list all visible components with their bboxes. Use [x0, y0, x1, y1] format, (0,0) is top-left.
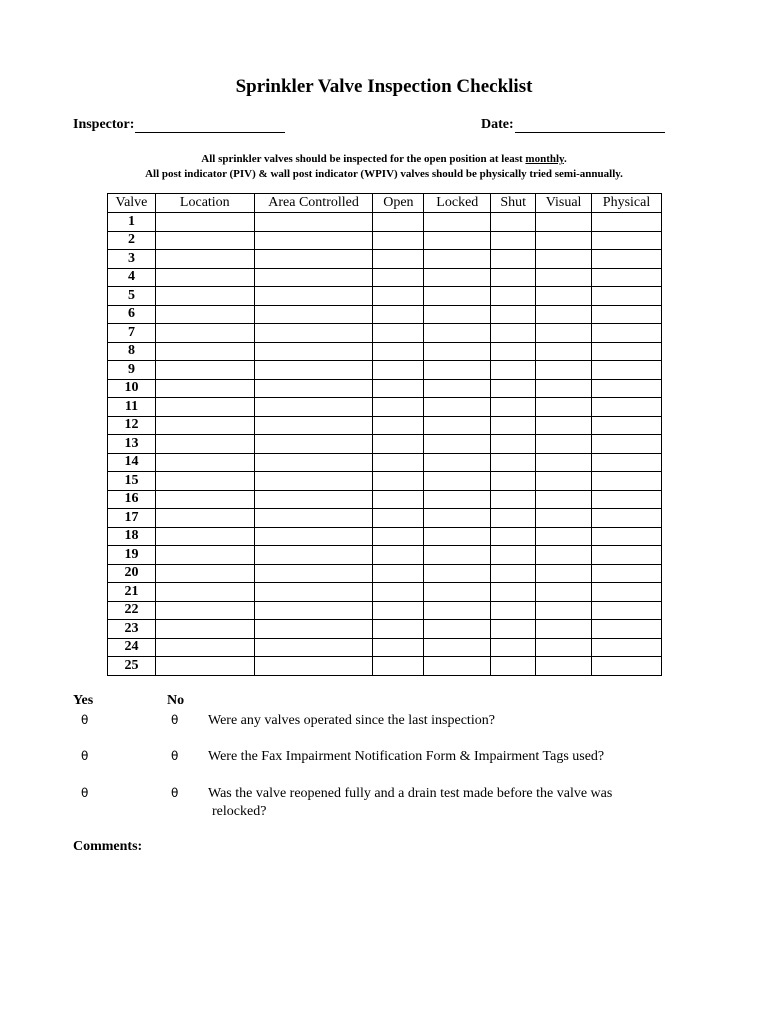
entry-cell[interactable]: [536, 453, 592, 472]
entry-cell[interactable]: [373, 583, 424, 602]
entry-cell[interactable]: [592, 527, 662, 546]
entry-cell[interactable]: [491, 416, 536, 435]
entry-cell[interactable]: [254, 361, 373, 380]
valve-number: 3: [108, 250, 156, 269]
entry-cell[interactable]: [592, 564, 662, 583]
entry-cell[interactable]: [491, 601, 536, 620]
entry-cell[interactable]: [373, 638, 424, 657]
table-row: [108, 231, 662, 250]
entry-cell[interactable]: [424, 546, 491, 565]
valve-number: 6: [108, 305, 156, 324]
entry-cell[interactable]: [254, 564, 373, 583]
entry-cell[interactable]: [536, 231, 592, 250]
entry-cell[interactable]: [155, 453, 254, 472]
table-row: [108, 453, 662, 472]
question-line: Were any valves operated since the last inspection?: [208, 713, 495, 728]
valve-number: 13: [108, 435, 156, 454]
question-line: Was the valve reopened fully and a drain test made before the valve was: [208, 786, 613, 801]
entry-cell[interactable]: [254, 379, 373, 398]
entry-cell[interactable]: [373, 509, 424, 528]
entry-cell[interactable]: [424, 361, 491, 380]
table-row: [108, 287, 662, 306]
table-row: [108, 546, 662, 565]
entry-cell[interactable]: [491, 342, 536, 361]
inspector-label: Inspector:: [73, 117, 135, 132]
entry-cell[interactable]: [424, 620, 491, 639]
entry-cell[interactable]: [491, 657, 536, 676]
entry-cell[interactable]: [491, 287, 536, 306]
entry-cell[interactable]: [424, 324, 491, 343]
table-row: [108, 305, 662, 324]
entry-cell[interactable]: [491, 324, 536, 343]
entry-cell[interactable]: [592, 398, 662, 417]
entry-cell[interactable]: [254, 601, 373, 620]
entry-cell[interactable]: [155, 601, 254, 620]
entry-cell[interactable]: [592, 601, 662, 620]
entry-cell[interactable]: [592, 638, 662, 657]
entry-cell[interactable]: [373, 620, 424, 639]
entry-cell[interactable]: [592, 342, 662, 361]
entry-cell[interactable]: [254, 638, 373, 657]
valve-number: 21: [108, 583, 156, 602]
column-header: Open: [373, 194, 424, 213]
entry-cell[interactable]: [373, 453, 424, 472]
valve-number: 4: [108, 268, 156, 287]
entry-cell[interactable]: [536, 638, 592, 657]
entry-cell[interactable]: [424, 638, 491, 657]
entry-cell[interactable]: [491, 564, 536, 583]
entry-cell[interactable]: [424, 472, 491, 491]
entry-cell[interactable]: [373, 416, 424, 435]
valve-number: 12: [108, 416, 156, 435]
entry-cell[interactable]: [373, 490, 424, 509]
entry-cell[interactable]: [536, 546, 592, 565]
entry-cell[interactable]: [424, 213, 491, 232]
entry-cell[interactable]: [536, 342, 592, 361]
entry-cell[interactable]: [424, 657, 491, 676]
entry-cell[interactable]: [536, 361, 592, 380]
valve-number: 22: [108, 601, 156, 620]
entry-cell[interactable]: [155, 657, 254, 676]
entry-cell[interactable]: [373, 546, 424, 565]
column-header: Visual: [536, 194, 592, 213]
entry-cell[interactable]: [536, 620, 592, 639]
entry-cell[interactable]: [155, 379, 254, 398]
notice-emphasis: monthly: [525, 153, 564, 165]
entry-cell[interactable]: [592, 472, 662, 491]
entry-cell[interactable]: [536, 305, 592, 324]
entry-cell[interactable]: [155, 546, 254, 565]
entry-cell[interactable]: [592, 620, 662, 639]
yes-checkbox-1[interactable]: θ: [81, 713, 89, 727]
entry-cell[interactable]: [254, 342, 373, 361]
entry-cell[interactable]: [155, 620, 254, 639]
valve-number: 11: [108, 398, 156, 417]
entry-cell[interactable]: [491, 379, 536, 398]
table-row: [108, 379, 662, 398]
table-row: [108, 435, 662, 454]
inspector-field[interactable]: [73, 117, 285, 133]
notice-line-1-prefix: All sprinkler valves should be inspected for the open position at least: [201, 153, 526, 165]
entry-cell[interactable]: [491, 453, 536, 472]
entry-cell[interactable]: [536, 601, 592, 620]
valve-number: 17: [108, 509, 156, 528]
entry-cell[interactable]: [592, 305, 662, 324]
entry-cell[interactable]: [155, 638, 254, 657]
entry-cell[interactable]: [491, 472, 536, 491]
table-row: [108, 509, 662, 528]
yes-column-label: Yes: [73, 693, 94, 708]
entry-cell[interactable]: [155, 361, 254, 380]
entry-cell[interactable]: [536, 527, 592, 546]
question-line: Were the Fax Impairment Notification Form & Impairment Tags used?: [208, 749, 605, 764]
entry-cell[interactable]: [592, 250, 662, 269]
entry-cell[interactable]: [373, 657, 424, 676]
entry-cell[interactable]: [592, 657, 662, 676]
valve-number: 18: [108, 527, 156, 546]
entry-cell[interactable]: [373, 250, 424, 269]
valve-number: 7: [108, 324, 156, 343]
entry-cell[interactable]: [536, 287, 592, 306]
valve-number: 10: [108, 379, 156, 398]
entry-cell[interactable]: [254, 583, 373, 602]
table-row: [108, 213, 662, 232]
entry-cell[interactable]: [491, 250, 536, 269]
entry-cell[interactable]: [592, 268, 662, 287]
date-input-line[interactable]: [515, 118, 665, 133]
entry-cell[interactable]: [254, 287, 373, 306]
entry-cell[interactable]: [424, 342, 491, 361]
entry-cell[interactable]: [536, 379, 592, 398]
entry-cell[interactable]: [536, 250, 592, 269]
question-text: [208, 785, 668, 821]
entry-cell[interactable]: [254, 268, 373, 287]
valve-number: 23: [108, 620, 156, 639]
entry-cell[interactable]: [373, 287, 424, 306]
entry-cell[interactable]: [592, 361, 662, 380]
entry-cell[interactable]: [536, 657, 592, 676]
table-row: [108, 657, 662, 676]
entry-cell[interactable]: [424, 379, 491, 398]
entry-cell[interactable]: [592, 379, 662, 398]
entry-cell[interactable]: [491, 213, 536, 232]
entry-cell[interactable]: [592, 453, 662, 472]
entry-cell[interactable]: [424, 601, 491, 620]
table-row: [108, 564, 662, 583]
entry-cell[interactable]: [424, 583, 491, 602]
column-header: Location: [155, 194, 254, 213]
entry-cell[interactable]: [373, 527, 424, 546]
question-line-continued: relocked?: [212, 804, 267, 819]
entry-cell[interactable]: [373, 379, 424, 398]
entry-cell[interactable]: [536, 268, 592, 287]
entry-cell[interactable]: [491, 305, 536, 324]
entry-cell[interactable]: [155, 268, 254, 287]
entry-cell[interactable]: [254, 416, 373, 435]
entry-cell[interactable]: [424, 287, 491, 306]
entry-cell[interactable]: [536, 490, 592, 509]
valve-number: 5: [108, 287, 156, 306]
entry-cell[interactable]: [592, 546, 662, 565]
question-text: [208, 748, 668, 766]
column-header: Area Controlled: [254, 194, 373, 213]
table-row: [108, 250, 662, 269]
entry-cell[interactable]: [491, 527, 536, 546]
table-row: [108, 490, 662, 509]
entry-cell[interactable]: [155, 583, 254, 602]
entry-cell[interactable]: [491, 638, 536, 657]
entry-cell[interactable]: [373, 472, 424, 491]
no-checkbox-1[interactable]: θ: [171, 713, 179, 727]
entry-cell[interactable]: [155, 213, 254, 232]
entry-cell[interactable]: [373, 268, 424, 287]
entry-cell[interactable]: [155, 305, 254, 324]
entry-cell[interactable]: [424, 305, 491, 324]
valve-number: 24: [108, 638, 156, 657]
entry-cell[interactable]: [536, 435, 592, 454]
entry-cell[interactable]: [155, 231, 254, 250]
entry-cell[interactable]: [155, 472, 254, 491]
table-row: [108, 601, 662, 620]
entry-cell[interactable]: [424, 416, 491, 435]
entry-cell[interactable]: [254, 490, 373, 509]
inspector-input-line[interactable]: [135, 118, 285, 133]
table-row: [108, 638, 662, 657]
table-row: [108, 472, 662, 491]
entry-cell[interactable]: [254, 453, 373, 472]
notice-line-1: [0, 152, 768, 167]
entry-cell[interactable]: [491, 490, 536, 509]
table-row: [108, 324, 662, 343]
entry-cell[interactable]: [491, 620, 536, 639]
entry-cell[interactable]: [373, 564, 424, 583]
entry-cell[interactable]: [424, 231, 491, 250]
entry-cell[interactable]: [491, 509, 536, 528]
notice-line-2: All post indicator (PIV) & wall post indicator (WPIV) valves should be physically tried semi-annually.: [145, 168, 623, 180]
entry-cell[interactable]: [155, 416, 254, 435]
entry-cell[interactable]: [155, 250, 254, 269]
entry-cell[interactable]: [155, 342, 254, 361]
entry-cell[interactable]: [254, 657, 373, 676]
entry-cell[interactable]: [592, 213, 662, 232]
table-row: [108, 342, 662, 361]
column-header: Shut: [491, 194, 536, 213]
entry-cell[interactable]: [155, 509, 254, 528]
entry-cell[interactable]: [491, 546, 536, 565]
valve-number: 20: [108, 564, 156, 583]
entry-cell[interactable]: [373, 231, 424, 250]
entry-cell[interactable]: [536, 213, 592, 232]
entry-cell[interactable]: [254, 305, 373, 324]
entry-cell[interactable]: [254, 527, 373, 546]
entry-cell[interactable]: [491, 361, 536, 380]
comments-label: Comments:: [73, 839, 143, 854]
entry-cell[interactable]: [373, 361, 424, 380]
valve-table: [107, 193, 662, 676]
entry-cell[interactable]: [536, 583, 592, 602]
column-header: Physical: [592, 194, 662, 213]
entry-cell[interactable]: [592, 287, 662, 306]
table-row: [108, 361, 662, 380]
entry-cell[interactable]: [536, 324, 592, 343]
entry-cell[interactable]: [536, 398, 592, 417]
entry-cell[interactable]: [424, 453, 491, 472]
entry-cell[interactable]: [254, 472, 373, 491]
entry-cell[interactable]: [155, 435, 254, 454]
entry-cell[interactable]: [491, 398, 536, 417]
entry-cell[interactable]: [592, 416, 662, 435]
entry-cell[interactable]: [155, 324, 254, 343]
table-row: [108, 527, 662, 546]
entry-cell[interactable]: [592, 583, 662, 602]
entry-cell[interactable]: [373, 324, 424, 343]
valve-number: 9: [108, 361, 156, 380]
entry-cell[interactable]: [491, 268, 536, 287]
entry-cell[interactable]: [155, 564, 254, 583]
valve-number: 14: [108, 453, 156, 472]
entry-cell[interactable]: [373, 398, 424, 417]
entry-cell[interactable]: [254, 398, 373, 417]
entry-cell[interactable]: [592, 490, 662, 509]
entry-cell[interactable]: [536, 472, 592, 491]
entry-cell[interactable]: [592, 324, 662, 343]
entry-cell[interactable]: [536, 509, 592, 528]
column-header: Locked: [424, 194, 491, 213]
date-field[interactable]: [481, 117, 665, 133]
valve-number: 19: [108, 546, 156, 565]
entry-cell[interactable]: [254, 546, 373, 565]
table-row: [108, 583, 662, 602]
valve-number: 25: [108, 657, 156, 676]
entry-cell[interactable]: [373, 601, 424, 620]
entry-cell[interactable]: [373, 435, 424, 454]
entry-cell[interactable]: [424, 250, 491, 269]
entry-cell[interactable]: [491, 583, 536, 602]
no-checkbox-3[interactable]: θ: [171, 786, 179, 800]
valve-number: 1: [108, 213, 156, 232]
entry-cell[interactable]: [536, 564, 592, 583]
no-column-label: No: [167, 693, 185, 708]
table-row: [108, 620, 662, 639]
entry-cell[interactable]: [592, 509, 662, 528]
entry-cell[interactable]: [491, 231, 536, 250]
yes-checkbox-2[interactable]: θ: [81, 749, 89, 763]
entry-cell[interactable]: [254, 324, 373, 343]
table-row: [108, 416, 662, 435]
table-body: [108, 213, 662, 676]
question-text: [208, 712, 668, 730]
valve-number: 8: [108, 342, 156, 361]
entry-cell[interactable]: [254, 620, 373, 639]
valve-number: 2: [108, 231, 156, 250]
entry-cell[interactable]: [155, 287, 254, 306]
entry-cell[interactable]: [491, 435, 536, 454]
date-label: Date:: [481, 117, 514, 132]
entry-cell[interactable]: [424, 435, 491, 454]
entry-cell[interactable]: [254, 435, 373, 454]
entry-cell[interactable]: [254, 509, 373, 528]
entry-cell[interactable]: [254, 231, 373, 250]
entry-cell[interactable]: [424, 564, 491, 583]
yes-checkbox-3[interactable]: θ: [81, 786, 89, 800]
entry-cell[interactable]: [155, 490, 254, 509]
entry-cell[interactable]: [155, 398, 254, 417]
entry-cell[interactable]: [373, 342, 424, 361]
entry-cell[interactable]: [254, 213, 373, 232]
entry-cell[interactable]: [592, 435, 662, 454]
table-header-row: [108, 194, 662, 213]
no-checkbox-2[interactable]: θ: [171, 749, 179, 763]
entry-cell[interactable]: [424, 509, 491, 528]
entry-cell[interactable]: [155, 527, 254, 546]
entry-cell[interactable]: [424, 268, 491, 287]
column-header: Valve: [108, 194, 156, 213]
entry-cell[interactable]: [424, 527, 491, 546]
entry-cell[interactable]: [424, 490, 491, 509]
entry-cell[interactable]: [373, 213, 424, 232]
table-row: [108, 398, 662, 417]
page-title: Sprinkler Valve Inspection Checklist: [235, 76, 533, 97]
valve-number: 16: [108, 490, 156, 509]
table-row: [108, 268, 662, 287]
entry-cell[interactable]: [254, 250, 373, 269]
entry-cell[interactable]: [592, 231, 662, 250]
entry-cell[interactable]: [536, 416, 592, 435]
entry-cell[interactable]: [373, 305, 424, 324]
notice-line-1-suffix: .: [563, 153, 567, 165]
valve-number: 15: [108, 472, 156, 491]
inspection-notice: [0, 152, 768, 182]
entry-cell[interactable]: [424, 398, 491, 417]
